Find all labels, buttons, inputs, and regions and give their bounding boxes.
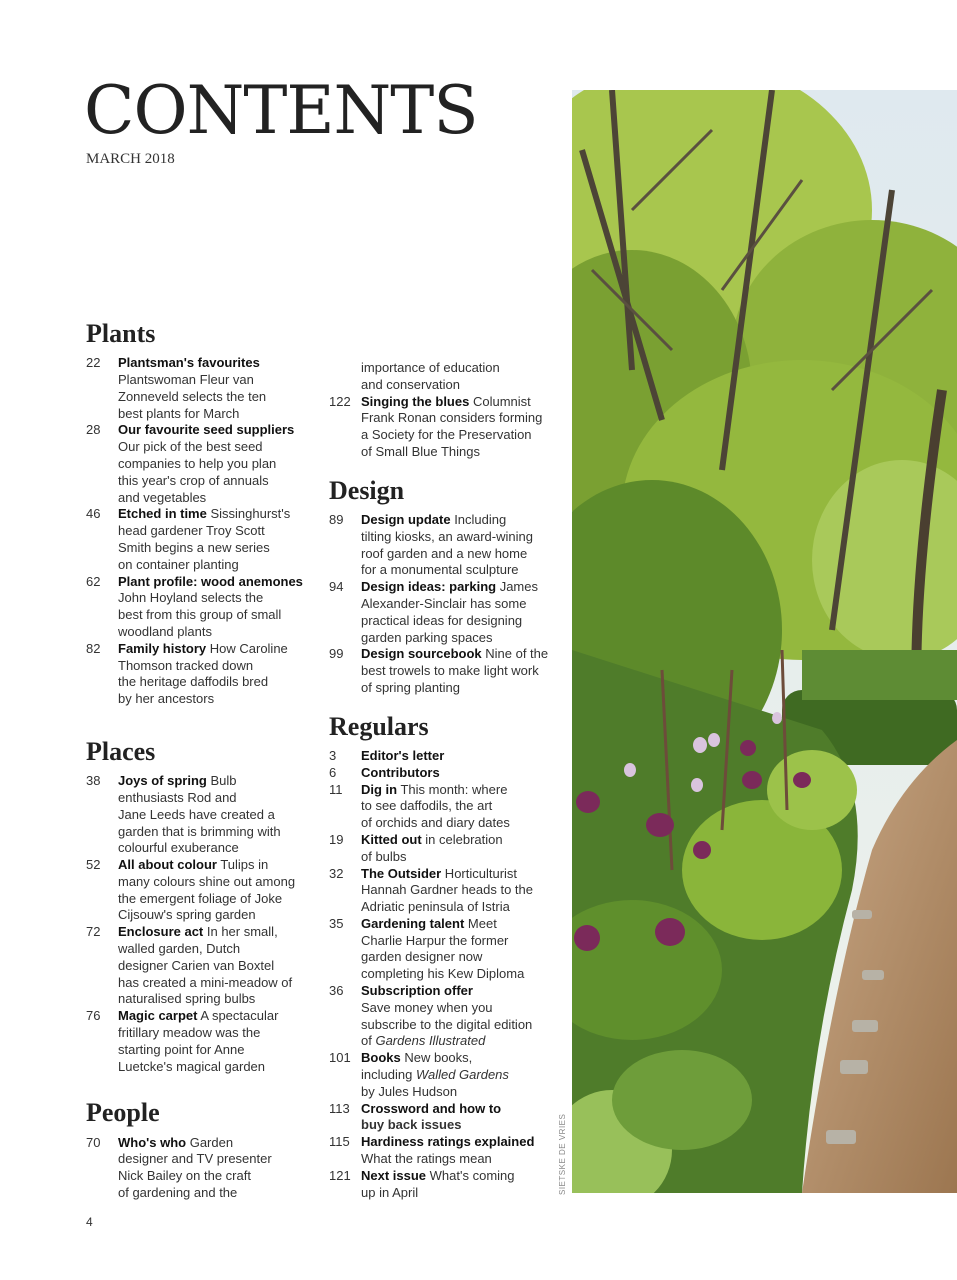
entry-title: Dig in xyxy=(361,781,398,797)
entry-line: including Walled Gardens xyxy=(361,1067,509,1083)
contents-entry[interactable] xyxy=(329,916,559,983)
contents-entry[interactable] xyxy=(86,355,316,422)
entry-first-line xyxy=(361,1168,559,1185)
contents-entry[interactable] xyxy=(86,857,316,924)
entry-line: Nick Bailey on the craft xyxy=(118,1168,251,1184)
entry-line: Our pick of the best seed xyxy=(118,439,263,455)
entry-line: the heritage daffodils bred xyxy=(118,674,269,690)
plants-list xyxy=(86,355,316,708)
contents-entry[interactable] xyxy=(86,641,316,708)
entry-first-line xyxy=(361,866,559,883)
entry-line: the emergent foliage of Joke xyxy=(118,890,283,906)
entry-first-line xyxy=(361,748,559,765)
entry-line: Cijsouw's spring garden xyxy=(118,907,256,923)
entry-title: Editor's letter xyxy=(361,747,445,763)
entry-title: Hardiness ratings explained xyxy=(361,1134,535,1150)
entry-first-line xyxy=(361,916,559,933)
entry-first-line xyxy=(361,1134,559,1151)
entry-title: Gardening talent xyxy=(361,915,465,931)
contents-entry[interactable] xyxy=(329,1134,559,1168)
entry-line: of Small Blue Things xyxy=(361,443,480,459)
entry-page-number: 19 xyxy=(329,831,344,847)
entry-line: Frank Ronan considers forming xyxy=(361,410,543,426)
contents-entry[interactable] xyxy=(86,422,316,506)
entry-title: All about colour xyxy=(118,857,217,873)
entry-line: Save money when you xyxy=(361,999,493,1015)
entry-line: Thomson tracked down xyxy=(118,657,254,673)
entry-title: Plantsman's favourites xyxy=(118,355,260,371)
entry-line: by her ancestors xyxy=(118,691,215,707)
entry-title: Design sourcebook xyxy=(361,646,482,662)
entry-first-line xyxy=(361,512,559,529)
contents-entry[interactable] xyxy=(86,574,316,641)
entry-title-rest: Horticulturist xyxy=(441,865,518,881)
entry-page-number: 46 xyxy=(86,506,101,522)
section-heading-design: Design xyxy=(329,475,405,505)
entry-line: colourful exuberance xyxy=(118,840,239,856)
entry-line: What the ratings mean xyxy=(361,1151,492,1167)
contents-entry[interactable] xyxy=(86,773,316,857)
contents-entry[interactable] xyxy=(86,924,316,1008)
entry-page-number: 122 xyxy=(329,393,351,409)
entry-title-rest: in celebration xyxy=(421,831,503,847)
continued-entry[interactable] xyxy=(329,360,559,394)
contents-entry[interactable] xyxy=(329,765,559,782)
entry-line: garden parking spaces xyxy=(361,629,493,645)
entry-line: best trowels to make light work xyxy=(361,663,539,679)
entry-line: garden designer now xyxy=(361,949,483,965)
entry-first-line xyxy=(118,355,316,372)
contents-entry[interactable] xyxy=(329,782,559,832)
entry-title: Next issue xyxy=(361,1167,427,1183)
entry-line: best plants for March xyxy=(118,405,240,421)
entry-page-number: 121 xyxy=(329,1167,351,1183)
section-heading-regulars: Regulars xyxy=(329,711,429,741)
page-title: CONTENTS xyxy=(84,72,478,149)
entry-line: of Gardens Illustrated xyxy=(361,1033,486,1049)
entry-title-rest: Meet xyxy=(464,915,497,931)
entry-line: a Society for the Preservation xyxy=(361,427,532,443)
entry-page-number: 113 xyxy=(329,1100,350,1116)
entry-line: of bulbs xyxy=(361,848,407,864)
entry-title: Plant profile: wood anemones xyxy=(118,573,303,589)
entry-line: importance of education xyxy=(361,360,500,375)
entry-line: Hannah Gardner heads to the xyxy=(361,882,534,898)
entry-line: walled garden, Dutch xyxy=(118,941,241,957)
entry-line: has created a mini-meadow of xyxy=(118,974,293,990)
entry-title: Joys of spring xyxy=(118,773,207,789)
issue-date: MARCH 2018 xyxy=(86,151,175,167)
entry-title: Singing the blues xyxy=(361,393,470,409)
entry-line: of orchids and diary dates xyxy=(361,815,510,831)
design-list xyxy=(329,512,559,697)
contents-entry[interactable] xyxy=(86,1135,316,1202)
entry-line: enthusiasts Rod and xyxy=(118,789,237,805)
entry-line: Zonneveld selects the ten xyxy=(118,388,267,404)
entry-line: naturalised spring bulbs xyxy=(118,991,256,1007)
entry-title: Subscription offer xyxy=(361,983,473,999)
contents-entry[interactable] xyxy=(329,748,559,765)
entry-first-line xyxy=(118,1008,316,1025)
entry-title: Magic carpet xyxy=(118,1008,198,1024)
entry-first-line xyxy=(361,1101,559,1118)
entry-first-line xyxy=(118,506,316,523)
entry-page-number: 28 xyxy=(86,422,101,438)
entry-title: Our favourite seed suppliers xyxy=(118,422,295,438)
entry-line: on container planting xyxy=(118,556,239,572)
entry-title-rest: Columnist xyxy=(469,393,531,409)
entry-line: for a monumental sculpture xyxy=(361,562,519,578)
entry-title: Family history xyxy=(118,640,207,656)
section-heading-people: People xyxy=(86,1098,160,1128)
entry-line: designer and TV presenter xyxy=(118,1151,272,1167)
section-heading-places: Places xyxy=(86,736,156,766)
entry-title-rest: In her small, xyxy=(203,924,278,940)
entry-page-number: 99 xyxy=(329,646,344,662)
entry-line: and vegetables xyxy=(118,489,207,505)
page-number: 4 xyxy=(86,1215,93,1229)
entry-line: woodland plants xyxy=(118,623,212,639)
entry-title: Kitted out xyxy=(361,831,422,847)
entry-page-number: 70 xyxy=(86,1134,101,1150)
entry-page-number: 82 xyxy=(86,640,101,656)
places-list xyxy=(86,773,316,1075)
entry-line: and conservation xyxy=(361,376,461,392)
contents-entry[interactable] xyxy=(329,1101,559,1135)
entry-title-rest: This month: where xyxy=(397,781,508,797)
people-list xyxy=(86,1135,316,1202)
entry-first-line xyxy=(361,765,559,782)
entry-line: by Jules Hudson xyxy=(361,1083,458,1099)
entry-line: completing his Kew Diploma xyxy=(361,966,525,982)
contents-entry[interactable] xyxy=(329,832,559,866)
contents-entry[interactable] xyxy=(329,394,559,461)
entry-first-line xyxy=(361,394,559,411)
entry-line: practical ideas for designing xyxy=(361,612,523,628)
contents-entry[interactable] xyxy=(86,506,316,573)
entry-line: to see daffodils, the art xyxy=(361,798,493,814)
entry-page-number: 62 xyxy=(86,573,101,589)
entry-title-rest: Sissinghurst's xyxy=(206,506,291,522)
entry-title-rest: Tulips in xyxy=(216,857,269,873)
entry-first-line xyxy=(361,646,559,663)
entry-title: Crossword and how to xyxy=(361,1100,502,1116)
regulars-list xyxy=(329,748,559,1202)
entry-title-rest: Bulb xyxy=(206,773,237,789)
entry-line: best from this group of small xyxy=(118,607,282,623)
entry-line: Charlie Harpur the former xyxy=(361,932,509,948)
entry-page-number: 94 xyxy=(329,579,344,595)
entry-title: Design update xyxy=(361,511,451,527)
contents-column-left xyxy=(86,318,316,1202)
entry-title-rest: Garden xyxy=(186,1134,234,1150)
entry-title: Who's who xyxy=(118,1134,187,1150)
entry-title: Enclosure act xyxy=(118,924,204,940)
entry-page-number: 22 xyxy=(86,355,101,371)
entry-first-line xyxy=(118,641,316,658)
entry-first-line xyxy=(118,1135,316,1152)
entry-title-rest: Including xyxy=(450,511,507,527)
entry-first-line xyxy=(361,832,559,849)
entry-first-line xyxy=(118,422,316,439)
entry-line: garden that is brimming with xyxy=(118,823,281,839)
entry-line: of gardening and the xyxy=(118,1185,238,1201)
entry-line: Luetcke's magical garden xyxy=(118,1058,266,1074)
entry-line: starting point for Anne xyxy=(118,1041,245,1057)
entry-page-number: 11 xyxy=(329,781,343,797)
entry-first-line xyxy=(361,1050,559,1067)
entry-first-line xyxy=(118,574,316,591)
entry-page-number: 35 xyxy=(329,915,344,931)
entry-page-number: 32 xyxy=(329,865,344,881)
entry-line: of spring planting xyxy=(361,679,461,695)
contents-entry[interactable] xyxy=(86,1008,316,1075)
entry-page-number: 72 xyxy=(86,924,101,940)
entry-page-number: 6 xyxy=(329,764,337,780)
people-more-list xyxy=(329,394,559,461)
contents-entry[interactable] xyxy=(329,866,559,916)
entry-page-number: 101 xyxy=(329,1050,351,1066)
contents-entry[interactable] xyxy=(329,983,559,1050)
entry-line: buy back issues xyxy=(361,1117,462,1133)
entry-line: up in April xyxy=(361,1184,419,1200)
entry-line: roof garden and a new home xyxy=(361,545,528,561)
entry-title: Etched in time xyxy=(118,506,207,522)
entry-page-number: 76 xyxy=(86,1008,101,1024)
entry-line: Jane Leeds have created a xyxy=(118,806,275,822)
publication-title: Walled Gardens xyxy=(415,1067,509,1083)
entry-page-number: 89 xyxy=(329,511,344,527)
contents-entry[interactable] xyxy=(329,1168,559,1202)
entry-line: this year's crop of annuals xyxy=(118,472,269,488)
entry-line: Alexander-Sinclair has some xyxy=(361,595,527,611)
entry-first-line xyxy=(118,924,316,941)
entry-title: Books xyxy=(361,1050,401,1066)
entry-line: companies to help you plan xyxy=(118,455,277,471)
entry-title-rest: What's coming xyxy=(426,1167,515,1183)
entry-line: John Hoyland selects the xyxy=(118,590,264,606)
contents-entry[interactable] xyxy=(329,1050,559,1100)
entry-line: designer Carien van Boxtel xyxy=(118,957,275,973)
entry-title-rest: Nine of the xyxy=(481,646,549,662)
entry-line: tilting kiosks, an award-wining xyxy=(361,528,533,544)
entry-first-line xyxy=(361,579,559,596)
contents-entry[interactable] xyxy=(329,646,559,696)
entry-title: Contributors xyxy=(361,764,440,780)
entry-title-rest: New books, xyxy=(400,1050,473,1066)
entry-title-rest: A spectacular xyxy=(197,1008,279,1024)
entry-first-line xyxy=(361,983,559,1000)
entry-page-number: 115 xyxy=(329,1134,350,1150)
entry-line: many colours shine out among xyxy=(118,873,296,889)
entry-first-line xyxy=(118,857,316,874)
entry-page-number: 3 xyxy=(329,747,337,763)
publication-title: Gardens Illustrated xyxy=(375,1033,486,1049)
entry-first-line xyxy=(361,782,559,799)
entry-first-line xyxy=(118,773,316,790)
entry-line: Adriatic peninsula of Istria xyxy=(361,899,510,915)
entry-title: Design ideas: parking xyxy=(361,579,497,595)
contents-column-right xyxy=(329,360,559,1201)
contents-entry[interactable] xyxy=(329,579,559,646)
entry-page-number: 52 xyxy=(86,857,101,873)
entry-line: Smith begins a new series xyxy=(118,539,270,555)
garden-photo xyxy=(572,90,957,1193)
entry-title: The Outsider xyxy=(361,865,442,881)
entry-line: fritillary meadow was the xyxy=(118,1025,261,1041)
entry-page-number: 38 xyxy=(86,773,101,789)
entry-line: head gardener Troy Scott xyxy=(118,523,265,539)
section-heading-plants: Plants xyxy=(86,319,156,348)
entry-title-rest: James xyxy=(496,579,538,595)
entry-page-number: 36 xyxy=(329,983,344,999)
entry-line: Plantswoman Fleur van xyxy=(118,371,254,387)
contents-entry[interactable] xyxy=(329,512,559,579)
photo-credit: SIETSKE DE VRIES xyxy=(558,1113,567,1195)
entry-title-rest: How Caroline xyxy=(206,640,288,656)
entry-line: subscribe to the digital edition xyxy=(361,1016,533,1032)
